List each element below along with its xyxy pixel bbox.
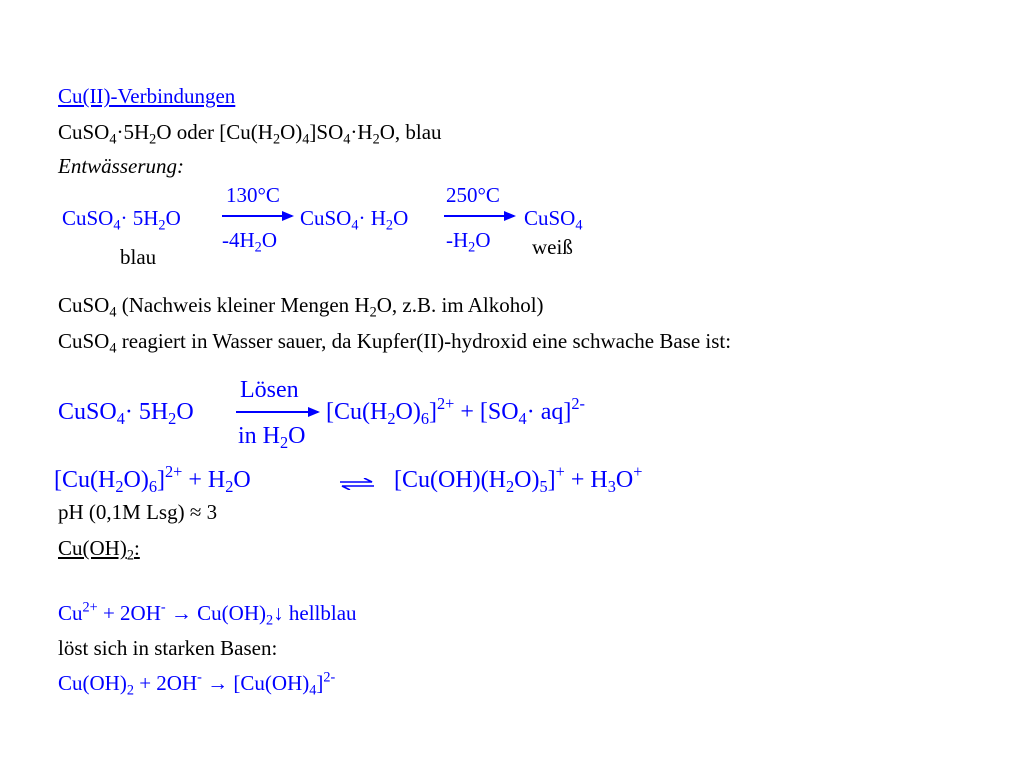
arrow1-temperature: 130°C [226, 183, 280, 207]
precipitation-reaction: $Cu^{2+} + 2OH^-$ → $Cu(OH)_2↓$ hellblau [58, 599, 357, 629]
ph-value-line: pH (0,1M Lsg) ≈ 3 [58, 500, 218, 524]
arrow-label-loesen: Lösen [240, 377, 299, 403]
arrow-label-in-water: in $H_2O$ [238, 423, 306, 453]
reactant-pentahydrate: CuSO$_4$· $5H_2O$ [62, 206, 181, 234]
line-sauer: CuSO$_4$ reagiert in Wasser sauer, da Kupfer(II)-hydroxid eine schwache Base ist: [58, 329, 732, 357]
hydroxo-complex-reaction: $Cu(OH)_2 + 2OH^- \to [Cu(OH)_4]^{2-}$ [58, 669, 336, 699]
line-nachweis: CuSO$_4$ (Nachweis kleiner Mengen $H_2O$, z.B. im Alkohol) [58, 293, 544, 321]
dissolution-arrow [236, 411, 318, 413]
equilibrium-right: $[Cu(OH)(H_2O)_5]^+ + H_3O^+$ [394, 462, 643, 497]
product-monohydrate: CuSO$_4$· $H_2O$ [300, 206, 409, 234]
arrow1-water-loss: $-4H_2O$ [222, 228, 277, 256]
cuoh2-heading: $Cu(OH)_2$: [58, 536, 140, 564]
arrow2-temperature: 250°C [446, 183, 500, 207]
cuso4-hydrate-formula: $CuSO_4\cdot 5H_2O$ oder $[Cu(H_2O)_4]SO_4\cdot H_2O$, blau [58, 120, 442, 148]
note-weiss: weiß [532, 235, 573, 259]
section-heading-cu2: Cu(II)-Verbindungen [58, 84, 236, 108]
equilibrium-arrows-icon [340, 478, 374, 490]
reaction-arrow-2 [444, 215, 514, 217]
dehydration-label: Entwässerung: [58, 154, 184, 178]
product-anhydrous: CuSO$_4$ [524, 206, 583, 234]
reaction-arrow-1 [222, 215, 292, 217]
dissolution-products: $[Cu(H_2O)_6]^{2+} + [SO_4\cdot aq]^{2-}$ [326, 394, 585, 429]
arrow2-water-loss: $-H_2O$ [446, 228, 491, 256]
note-blau: blau [120, 245, 157, 269]
line-starke-basen: löst sich in starken Basen: [58, 636, 278, 660]
equilibrium-left: $[Cu(H_2O)_6]^{2+} + H_2O$ [54, 462, 251, 497]
dissolution-reactant: CuSO$_4$· $5H_2O$ [58, 399, 194, 429]
